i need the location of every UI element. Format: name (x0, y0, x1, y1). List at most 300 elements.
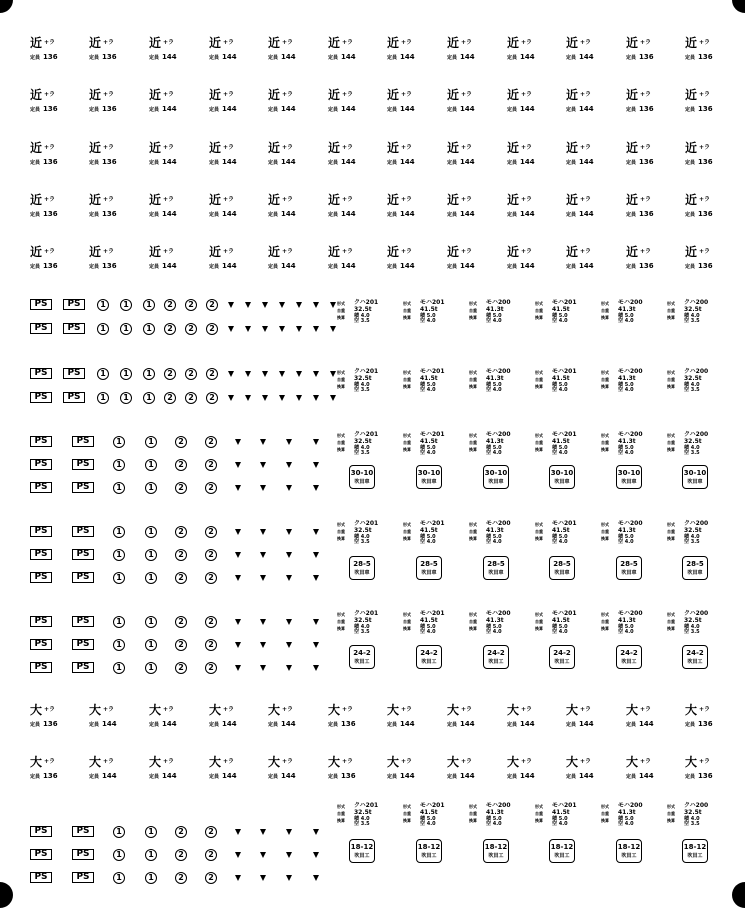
inspection-depot: 吹田車 (421, 570, 437, 576)
capacity-decal-line (566, 703, 591, 716)
ps-plate: PS (30, 323, 52, 334)
capacity-decal-title: 大 (447, 703, 460, 717)
spec-label-conversion: 換算 (469, 626, 477, 631)
spec-label-weight: 自重 (403, 377, 411, 382)
capacity-decal-count-line (566, 50, 594, 62)
capacity-decal-suffix: +ラ (223, 91, 235, 98)
spec-empty: 空 4.0 (486, 450, 502, 456)
ps-plate: PS (72, 436, 94, 447)
capacity-decal-title: 大 (149, 703, 162, 717)
spec-weight: 41.3t (486, 306, 504, 313)
capacity-decal-number: 136 (102, 53, 117, 61)
spec-plate (403, 612, 447, 642)
spec-label-weight: 自重 (667, 377, 675, 382)
spec-type: モハ200 (486, 520, 511, 527)
spec-label-weight: 自重 (469, 377, 477, 382)
capacity-decal-suffix: +ラ (461, 248, 473, 255)
spec-label-conversion: 換算 (535, 626, 543, 631)
capacity-decal-label: 定員 (30, 264, 41, 270)
inspection-code: 18-12 (617, 843, 641, 851)
spec-load: 積 4.0 (684, 382, 700, 388)
capacity-decal-number: 144 (400, 772, 415, 780)
inspection-code: 24-2 (686, 649, 704, 657)
circled-one-mark: 1 (145, 872, 157, 884)
capacity-decal-suffix: +ラ (163, 144, 175, 151)
capacity-decal-title: 近 (387, 88, 400, 102)
capacity-decal-number: 136 (698, 210, 713, 218)
capacity-decal-number: 136 (43, 720, 58, 728)
capacity-decal-title: 近 (685, 36, 698, 50)
capacity-decal-title: 近 (328, 88, 341, 102)
capacity-decal-suffix: +ラ (163, 706, 175, 713)
spec-empty: 空 4.0 (618, 450, 634, 456)
capacity-decal-count-line (30, 50, 58, 62)
capacity-decal-suffix: +ラ (223, 248, 235, 255)
capacity-decal-title: 大 (566, 703, 579, 717)
capacity-decal-line (268, 88, 293, 101)
inspection-plate (349, 645, 375, 669)
capacity-decal-line (387, 36, 412, 49)
triangle-mark (286, 462, 292, 468)
capacity-decal-suffix: +ラ (342, 706, 354, 713)
spec-type: モハ201 (552, 610, 577, 617)
inspection-code: 28-5 (620, 560, 638, 568)
capacity-decal-line (149, 703, 174, 716)
spec-type: クハ200 (684, 368, 709, 375)
spec-label-conversion: 換算 (469, 315, 477, 320)
capacity-decal-count-line (328, 207, 356, 219)
inspection-code: 28-5 (420, 560, 438, 568)
spec-empty: 空 3.5 (354, 539, 370, 545)
capacity-decal-suffix: +ラ (44, 91, 56, 98)
capacity-decal-count-line (566, 717, 594, 729)
spec-type: クハ201 (354, 802, 379, 809)
capacity-decal-count-line (626, 102, 654, 114)
capacity-decal-count-line (268, 102, 296, 114)
ps-plate: PS (72, 639, 94, 650)
capacity-decal (507, 36, 549, 64)
circled-two-mark: 2 (175, 849, 187, 861)
capacity-decal-suffix: +ラ (44, 196, 56, 203)
ps-plate: PS (72, 826, 94, 837)
spec-label-weight: 自重 (601, 811, 609, 816)
spec-empty: 空 4.0 (486, 539, 502, 545)
triangle-mark (260, 552, 266, 558)
capacity-decal-line (209, 193, 234, 206)
ps-plate: PS (30, 526, 52, 537)
capacity-decal-number: 144 (162, 53, 177, 61)
capacity-decal-suffix: +ラ (699, 196, 711, 203)
spec-label-weight: 自重 (535, 529, 543, 534)
capacity-decal-number: 144 (162, 262, 177, 270)
triangle-mark (286, 439, 292, 445)
ps-plate: PS (30, 849, 52, 860)
ps-plate: PS (72, 459, 94, 470)
capacity-decal-line (89, 88, 114, 101)
capacity-decal-line (328, 245, 353, 258)
capacity-decal-number: 144 (281, 262, 296, 270)
inspection-depot: 吹田工 (621, 659, 637, 665)
triangle-mark (313, 619, 319, 625)
capacity-decal-title: 近 (149, 245, 162, 259)
spec-load: 積 5.0 (486, 445, 502, 451)
capacity-decal-number: 144 (102, 720, 117, 728)
capacity-decal (149, 193, 191, 221)
spec-load: 積 5.0 (618, 382, 634, 388)
capacity-decal-count-line (328, 155, 356, 167)
inspection-plate (616, 645, 642, 669)
circled-one-mark: 1 (145, 436, 157, 448)
capacity-decal-suffix: +ラ (282, 758, 294, 765)
capacity-decal-label: 定員 (566, 264, 577, 270)
inspection-code: 30-10 (550, 469, 574, 477)
capacity-decal-title: 近 (30, 36, 43, 50)
capacity-decal-line (685, 755, 710, 768)
capacity-decal-number: 136 (43, 53, 58, 61)
inspection-depot: 吹田車 (488, 570, 504, 576)
capacity-decal-line (387, 193, 412, 206)
spec-type: モハ201 (420, 299, 445, 306)
capacity-decal-number: 144 (341, 262, 356, 270)
spec-type: クハ200 (684, 802, 709, 809)
spec-empty: 空 3.5 (684, 629, 700, 635)
spec-plate (667, 433, 711, 463)
capacity-decal-suffix: +ラ (580, 196, 592, 203)
capacity-decal-label: 定員 (268, 160, 279, 166)
spec-label-type: 形式 (469, 522, 477, 527)
capacity-decal-suffix: +ラ (223, 706, 235, 713)
ps-plate: PS (30, 826, 52, 837)
spec-plate (337, 301, 381, 331)
capacity-decal-suffix: +ラ (699, 39, 711, 46)
capacity-decal (89, 36, 131, 64)
capacity-decal-count-line (387, 769, 415, 781)
triangle-mark (235, 462, 241, 468)
spec-plate (337, 370, 381, 400)
capacity-decal-number: 136 (43, 262, 58, 270)
capacity-decal-label: 定員 (447, 55, 458, 61)
capacity-decal-count-line (626, 155, 654, 167)
capacity-decal (30, 36, 72, 64)
capacity-decal-count-line (626, 769, 654, 781)
capacity-decal-line (507, 193, 532, 206)
spec-load: 積 5.0 (552, 313, 568, 319)
capacity-decal-label: 定員 (89, 722, 100, 728)
inspection-plate (682, 839, 708, 863)
spec-plate (337, 804, 381, 834)
capacity-decal-label: 定員 (387, 774, 398, 780)
triangle-mark (313, 575, 319, 581)
capacity-decal-title: 大 (209, 703, 222, 717)
capacity-decal-count-line (149, 259, 177, 271)
capacity-decal-count-line (268, 50, 296, 62)
capacity-decal-count-line (566, 769, 594, 781)
capacity-decal-count-line (447, 259, 475, 271)
capacity-decal-suffix: +ラ (401, 248, 413, 255)
spec-plate (403, 522, 447, 552)
spec-label-type: 形式 (601, 370, 609, 375)
capacity-decal (507, 245, 549, 273)
capacity-decal-number: 136 (102, 158, 117, 166)
spec-type: モハ200 (486, 431, 511, 438)
triangle-mark (313, 302, 319, 308)
inspection-depot: 吹田車 (687, 570, 703, 576)
spec-weight: 41.5t (420, 306, 438, 313)
spec-type: クハ201 (354, 299, 379, 306)
spec-empty: 空 3.5 (684, 387, 700, 393)
circled-one-mark: 1 (143, 299, 155, 311)
spec-label-weight: 自重 (535, 440, 543, 445)
spec-label-conversion: 換算 (535, 315, 543, 320)
circled-two-mark: 2 (206, 368, 218, 380)
inspection-plate (483, 556, 509, 580)
triangle-mark (260, 462, 266, 468)
circled-one-mark: 1 (145, 849, 157, 861)
spec-empty: 空 4.0 (420, 387, 436, 393)
capacity-decal-label: 定員 (209, 774, 220, 780)
capacity-decal-suffix: +ラ (640, 758, 652, 765)
capacity-decal (387, 245, 429, 273)
capacity-decal-number: 136 (43, 158, 58, 166)
spec-label-conversion: 換算 (337, 626, 345, 631)
capacity-decal-suffix: +ラ (521, 144, 533, 151)
ps-plate: PS (63, 299, 85, 310)
capacity-decal-line (268, 755, 293, 768)
capacity-decal-title: 近 (626, 88, 639, 102)
spec-label-weight: 自重 (667, 440, 675, 445)
capacity-decal-label: 定員 (328, 212, 339, 218)
capacity-decal-title: 近 (268, 141, 281, 155)
capacity-decal-count-line (30, 769, 58, 781)
triangle-mark (313, 875, 319, 881)
capacity-decal-suffix: +ラ (44, 706, 56, 713)
capacity-decal-label: 定員 (387, 264, 398, 270)
circled-two-mark: 2 (175, 549, 187, 561)
capacity-decal-label: 定員 (566, 212, 577, 218)
capacity-decal-title: 大 (89, 755, 102, 769)
capacity-decal-count-line (566, 259, 594, 271)
capacity-decal-count-line (685, 207, 713, 219)
capacity-decal-suffix: +ラ (521, 248, 533, 255)
spec-load: 積 5.0 (618, 534, 634, 540)
capacity-decal-label: 定員 (149, 722, 160, 728)
capacity-decal-suffix: +ラ (103, 91, 115, 98)
capacity-decal-suffix: +ラ (461, 758, 473, 765)
spec-weight: 41.5t (552, 527, 570, 534)
capacity-decal-label: 定員 (566, 107, 577, 113)
spec-weight: 41.3t (618, 438, 636, 445)
triangle-mark (296, 395, 302, 401)
ps-plate: PS (72, 662, 94, 673)
capacity-decal-count-line (89, 50, 117, 62)
inspection-plate (682, 556, 708, 580)
spec-label-conversion: 換算 (403, 315, 411, 320)
spec-label-weight: 自重 (601, 440, 609, 445)
capacity-decal (447, 193, 489, 221)
capacity-decal-number: 136 (698, 772, 713, 780)
spec-type: モハ201 (552, 299, 577, 306)
spec-label-type: 形式 (535, 804, 543, 809)
capacity-decal-suffix: +ラ (401, 91, 413, 98)
spec-weight: 41.3t (486, 375, 504, 382)
ps-plate: PS (30, 368, 52, 379)
capacity-decal-line (328, 755, 353, 768)
inspection-code: 24-2 (620, 649, 638, 657)
spec-weight: 32.5t (354, 809, 372, 816)
capacity-decal-suffix: +ラ (521, 758, 533, 765)
capacity-decal-title: 近 (507, 36, 520, 50)
capacity-decal (209, 245, 251, 273)
spec-label-type: 形式 (469, 433, 477, 438)
capacity-decal-count-line (89, 769, 117, 781)
capacity-decal-number: 136 (102, 210, 117, 218)
inspection-depot: 吹田工 (621, 853, 637, 859)
circled-two-mark: 2 (206, 299, 218, 311)
spec-label-weight: 自重 (469, 811, 477, 816)
spec-type: モハ201 (420, 610, 445, 617)
circled-two-mark: 2 (175, 826, 187, 838)
capacity-decal-title: 近 (507, 141, 520, 155)
spec-weight: 41.5t (420, 438, 438, 445)
capacity-decal-count-line (566, 102, 594, 114)
capacity-decal (566, 193, 608, 221)
capacity-decal-line (685, 193, 710, 206)
spec-label-type: 形式 (403, 612, 411, 617)
circled-one-mark: 1 (113, 872, 125, 884)
triangle-mark (313, 529, 319, 535)
spec-plate (403, 433, 447, 463)
triangle-mark (313, 552, 319, 558)
spec-load: 積 5.0 (420, 313, 436, 319)
capacity-decal-line (209, 245, 234, 258)
capacity-decal-number: 144 (520, 105, 535, 113)
capacity-decal (268, 141, 310, 169)
triangle-mark (260, 575, 266, 581)
spec-label-type: 形式 (337, 804, 345, 809)
capacity-decal-count-line (685, 259, 713, 271)
inspection-plate (682, 465, 708, 489)
capacity-decal (685, 141, 727, 169)
capacity-decal-line (328, 88, 353, 101)
capacity-decal-label: 定員 (685, 774, 696, 780)
spec-plate (601, 370, 645, 400)
capacity-decal-line (507, 88, 532, 101)
spec-plate (469, 612, 513, 642)
capacity-decal (209, 755, 251, 783)
capacity-decal (268, 755, 310, 783)
capacity-decal-suffix: +ラ (461, 196, 473, 203)
spec-type: モハ200 (618, 610, 643, 617)
capacity-decal-suffix: +ラ (282, 706, 294, 713)
spec-label-conversion: 換算 (337, 447, 345, 452)
spec-label-conversion: 換算 (469, 536, 477, 541)
inspection-code: 24-2 (553, 649, 571, 657)
capacity-decal-title: 近 (447, 245, 460, 259)
capacity-decal (89, 88, 131, 116)
capacity-decal-label: 定員 (209, 722, 220, 728)
triangle-mark (228, 371, 234, 377)
capacity-decal (626, 88, 668, 116)
triangle-mark (313, 829, 319, 835)
circled-one-mark: 1 (113, 526, 125, 538)
capacity-decal (328, 36, 370, 64)
spec-empty: 空 4.0 (420, 821, 436, 827)
capacity-decal-label: 定員 (626, 212, 637, 218)
spec-label-weight: 自重 (667, 811, 675, 816)
capacity-decal (89, 755, 131, 783)
triangle-mark (228, 326, 234, 332)
capacity-decal-line (507, 245, 532, 258)
capacity-decal-label: 定員 (685, 264, 696, 270)
capacity-decal-title: 大 (566, 755, 579, 769)
capacity-decal-suffix: +ラ (461, 39, 473, 46)
spec-type: モハ200 (486, 802, 511, 809)
circled-two-mark: 2 (206, 323, 218, 335)
spec-label-type: 形式 (535, 522, 543, 527)
spec-label-type: 形式 (403, 433, 411, 438)
spec-empty: 空 4.0 (618, 629, 634, 635)
capacity-decal-title: 近 (566, 36, 579, 50)
circled-one-mark: 1 (145, 526, 157, 538)
spec-weight: 32.5t (684, 438, 702, 445)
capacity-decal-count-line (685, 102, 713, 114)
inspection-plate (682, 645, 708, 669)
capacity-decal-count-line (626, 50, 654, 62)
capacity-decal-title: 大 (328, 755, 341, 769)
ps-plate: PS (30, 616, 52, 627)
capacity-decal (685, 703, 727, 731)
capacity-decal (328, 141, 370, 169)
spec-label-weight: 自重 (337, 308, 345, 313)
circled-two-mark: 2 (164, 299, 176, 311)
capacity-decal-title: 近 (209, 245, 222, 259)
capacity-decal-label: 定員 (626, 55, 637, 61)
triangle-mark (286, 829, 292, 835)
capacity-decal-title: 近 (566, 193, 579, 207)
spec-type: モハ201 (552, 431, 577, 438)
capacity-decal-number: 144 (162, 105, 177, 113)
spec-type: クハ200 (684, 299, 709, 306)
capacity-decal-label: 定員 (209, 107, 220, 113)
capacity-decal-title: 大 (149, 755, 162, 769)
capacity-decal-label: 定員 (507, 722, 518, 728)
spec-label-weight: 自重 (535, 308, 543, 313)
capacity-decal-line (89, 755, 114, 768)
capacity-decal-count-line (209, 102, 237, 114)
capacity-decal-title: 大 (507, 755, 520, 769)
inspection-plate (549, 465, 575, 489)
spec-label-conversion: 換算 (469, 384, 477, 389)
triangle-mark (260, 875, 266, 881)
inspection-code: 30-10 (617, 469, 641, 477)
inspection-code: 28-5 (353, 560, 371, 568)
spec-empty: 空 4.0 (552, 821, 568, 827)
inspection-depot: 吹田車 (354, 570, 370, 576)
capacity-decal-title: 近 (268, 193, 281, 207)
capacity-decal-suffix: +ラ (699, 144, 711, 151)
triangle-mark (279, 326, 285, 332)
capacity-decal-label: 定員 (685, 55, 696, 61)
spec-weight: 32.5t (354, 438, 372, 445)
capacity-decal-number: 144 (281, 158, 296, 166)
capacity-decal (447, 755, 489, 783)
spec-weight: 32.5t (354, 306, 372, 313)
capacity-decal-label: 定員 (268, 264, 279, 270)
spec-label-conversion: 換算 (469, 447, 477, 452)
capacity-decal-title: 近 (328, 36, 341, 50)
inspection-plate (416, 839, 442, 863)
capacity-decal-title: 近 (566, 141, 579, 155)
